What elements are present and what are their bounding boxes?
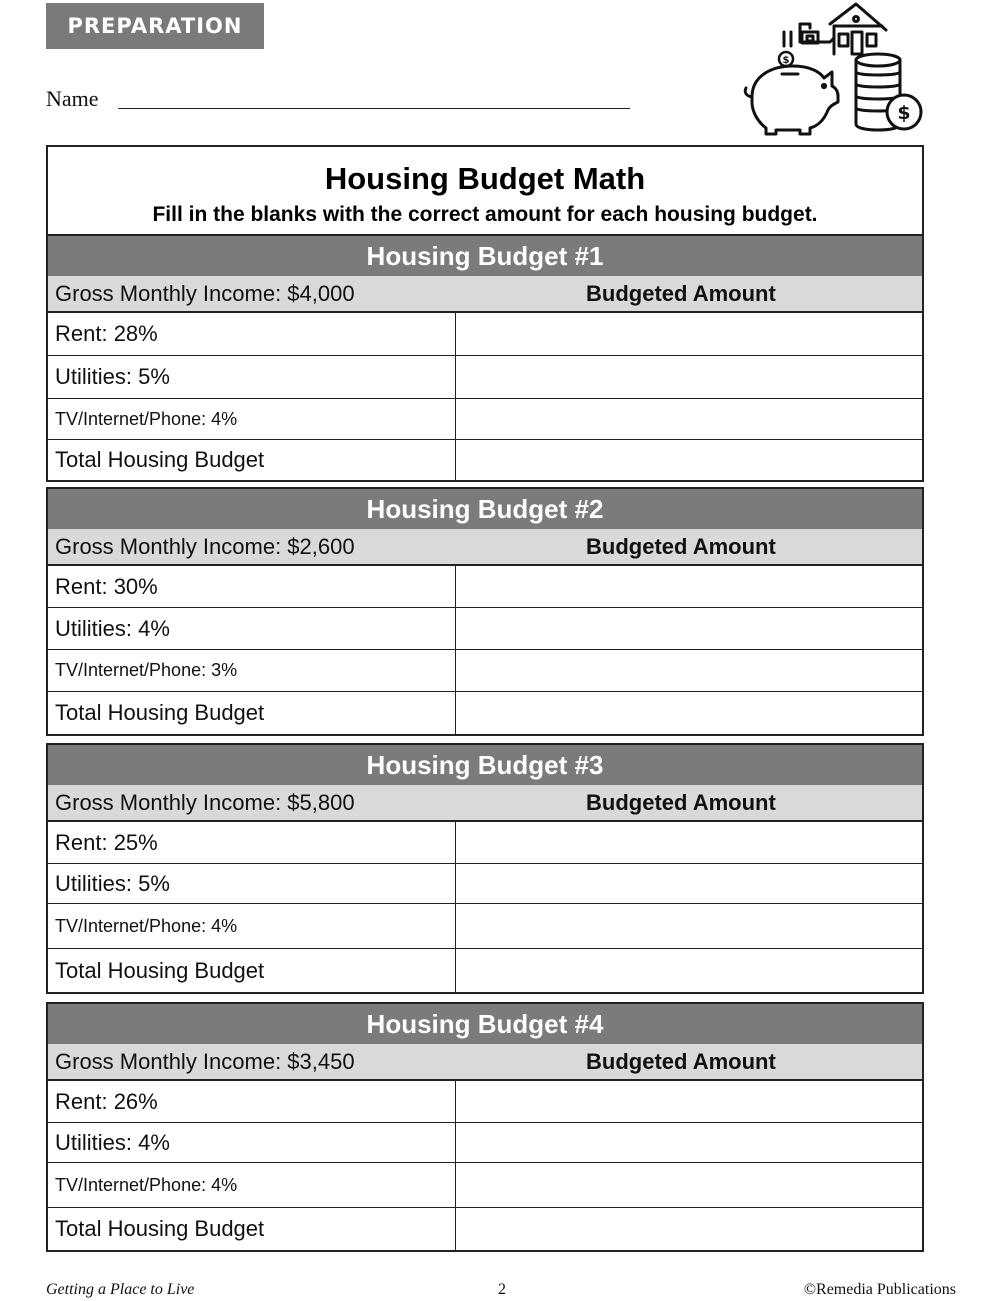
answer-cell[interactable] xyxy=(455,608,922,649)
row-label: TV/Internet/Phone: 3% xyxy=(55,660,238,680)
answer-cell[interactable] xyxy=(455,313,922,355)
copyright: ©Remedia Publications xyxy=(803,1281,956,1298)
answer-cell[interactable] xyxy=(455,650,922,691)
row-label: Total Housing Budget xyxy=(55,1216,265,1241)
answer-cell[interactable] xyxy=(455,1123,922,1162)
answer-cell[interactable] xyxy=(455,356,922,398)
piggy-bank-icon xyxy=(745,66,838,134)
row-label: Total Housing Budget xyxy=(55,700,265,725)
budget-table-4 xyxy=(46,1002,924,1252)
answer-cell[interactable] xyxy=(455,822,922,863)
answer-cell[interactable] xyxy=(455,949,922,992)
dollar-coin-icon xyxy=(779,32,793,66)
budget-table-1 xyxy=(46,234,924,482)
total-row xyxy=(48,692,922,734)
answer-cell[interactable] xyxy=(455,1081,922,1122)
answer-cell[interactable] xyxy=(455,864,922,903)
name-field xyxy=(46,86,591,116)
budget-header: Housing Budget #1 xyxy=(48,236,922,276)
coin-stack-icon xyxy=(856,54,921,130)
budgeted-amount-header: Budgeted Amount xyxy=(586,790,776,815)
svg-text:$: $ xyxy=(782,55,790,66)
row-label: Rent: 28% xyxy=(55,321,158,346)
gross-income: Gross Monthly Income: $5,800 xyxy=(55,790,355,815)
svg-text:$: $ xyxy=(897,102,911,124)
row-label: Total Housing Budget xyxy=(55,957,265,983)
instructions: Fill in the blanks with the correct amount for each housing budget. xyxy=(152,203,818,226)
page-title: Housing Budget Math xyxy=(324,161,646,196)
rent-row xyxy=(48,1081,922,1123)
row-label: Rent: 30% xyxy=(55,573,158,599)
name-blank-line[interactable] xyxy=(118,108,630,109)
gross-income: Gross Monthly Income: $4,000 xyxy=(55,281,355,306)
row-label: Utilities: 4% xyxy=(55,615,170,641)
answer-cell[interactable] xyxy=(455,1163,922,1207)
house-icon xyxy=(800,4,886,54)
row-label: Utilities: 4% xyxy=(55,1129,170,1155)
name-label: Name xyxy=(46,86,99,111)
income-row xyxy=(48,276,922,313)
row-label: Utilities: 5% xyxy=(55,870,170,896)
row-label: TV/Internet/Phone: 4% xyxy=(55,915,238,936)
row-label: Utilities: 5% xyxy=(55,364,170,389)
budgeted-amount-header: Budgeted Amount xyxy=(586,1049,776,1074)
rent-row xyxy=(48,313,922,356)
row-label: Total Housing Budget xyxy=(55,447,265,472)
worksheet xyxy=(46,145,924,1253)
utilities-row xyxy=(48,356,922,399)
budget-table-2 xyxy=(46,487,924,736)
total-row xyxy=(48,949,922,992)
finance-illustration xyxy=(738,2,928,137)
answer-cell[interactable] xyxy=(455,692,922,734)
tv-internet-phone-row xyxy=(48,1163,922,1208)
row-label: Rent: 26% xyxy=(55,1088,158,1114)
total-row xyxy=(48,440,922,480)
section-tag: PREPARATION xyxy=(46,3,264,49)
page-footer xyxy=(46,1281,956,1301)
book-title: Getting a Place to Live xyxy=(46,1281,195,1298)
budget-header: Housing Budget #2 xyxy=(48,489,922,529)
gross-income: Gross Monthly Income: $2,600 xyxy=(55,534,355,559)
budgeted-amount-header: Budgeted Amount xyxy=(586,534,776,559)
rent-row xyxy=(48,822,922,864)
budget-header: Housing Budget #4 xyxy=(48,1004,922,1044)
row-label: TV/Internet/Phone: 4% xyxy=(55,408,238,429)
row-label: Rent: 25% xyxy=(55,829,158,855)
tv-internet-phone-row xyxy=(48,904,922,949)
row-label: TV/Internet/Phone: 4% xyxy=(55,1174,238,1195)
answer-cell[interactable] xyxy=(455,904,922,948)
worksheet-heading xyxy=(46,145,924,236)
income-row xyxy=(48,1044,922,1081)
rent-row xyxy=(48,566,922,608)
utilities-row xyxy=(48,608,922,650)
answer-cell[interactable] xyxy=(455,566,922,607)
answer-cell[interactable] xyxy=(455,440,922,480)
budgeted-amount-header: Budgeted Amount xyxy=(586,281,776,306)
answer-cell[interactable] xyxy=(455,1208,922,1250)
income-row xyxy=(48,785,922,822)
budget-header: Housing Budget #3 xyxy=(48,745,922,785)
utilities-row xyxy=(48,1123,922,1163)
tv-internet-phone-row xyxy=(48,399,922,440)
utilities-row xyxy=(48,864,922,904)
total-row xyxy=(48,1208,922,1250)
answer-cell[interactable] xyxy=(455,399,922,439)
income-row xyxy=(48,529,922,566)
tv-internet-phone-row xyxy=(48,650,922,692)
page-number: 2 xyxy=(498,1281,506,1298)
gross-income: Gross Monthly Income: $3,450 xyxy=(55,1049,355,1074)
budget-table-3 xyxy=(46,743,924,994)
